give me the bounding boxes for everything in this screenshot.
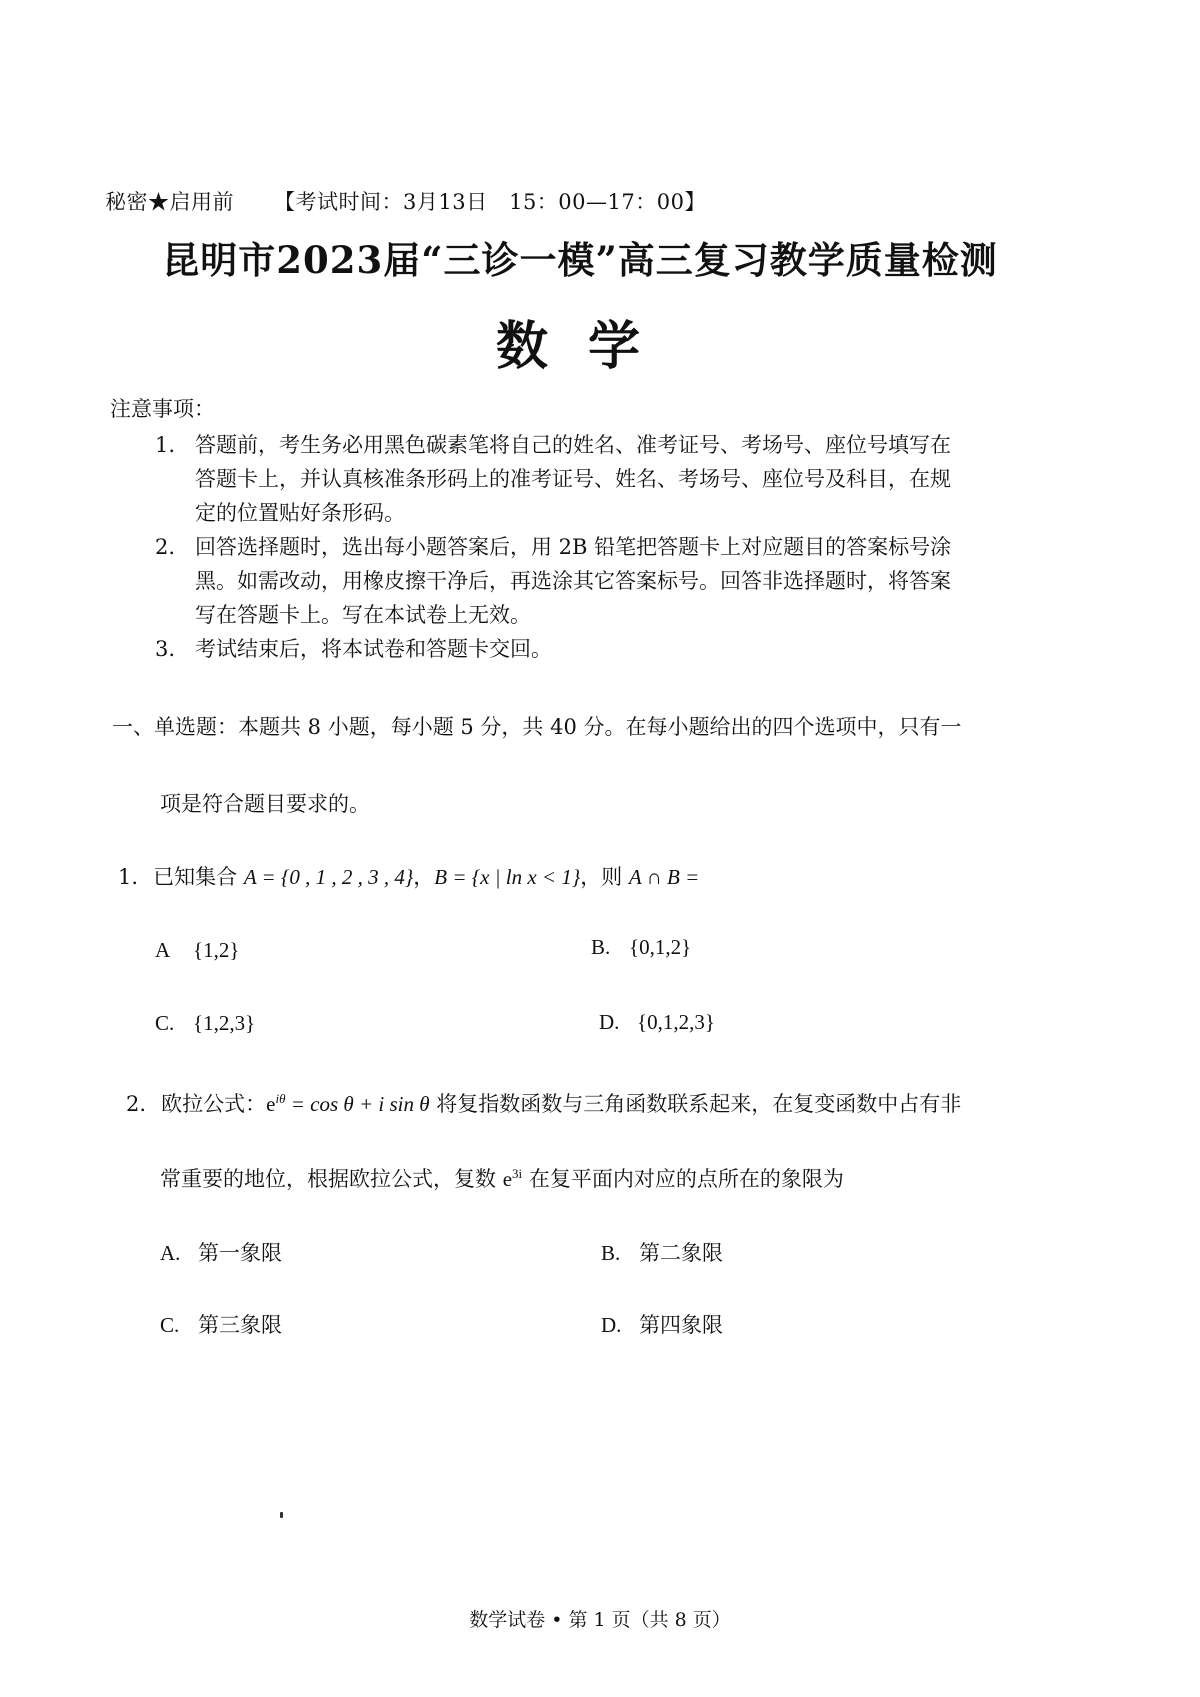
page-footer: 数学试卷 • 第 1 页（共 8 页） xyxy=(469,1609,731,1631)
option-label: A. xyxy=(160,1241,181,1265)
option-value: 第三象限 xyxy=(198,1313,282,1337)
option-value: 第四象限 xyxy=(639,1313,723,1337)
option-label: C. xyxy=(160,1313,180,1337)
formula-base: e xyxy=(502,1167,513,1191)
option-value: {1,2,3} xyxy=(193,1011,256,1035)
option-label: D. xyxy=(601,1313,622,1337)
notice-number: 3. xyxy=(155,637,176,661)
option-c[interactable] xyxy=(160,1309,282,1339)
option-value: 第二象限 xyxy=(639,1241,723,1265)
section-heading-continued: 项是符合题目要求的。 xyxy=(160,792,370,816)
subject-title: 数学 xyxy=(495,316,680,377)
notice-heading: 注意事项： xyxy=(110,397,215,421)
question-text: 欧拉公式： xyxy=(161,1092,267,1116)
formula-exponent: iθ xyxy=(275,1091,286,1106)
option-d[interactable] xyxy=(601,1309,723,1339)
scan-speck xyxy=(280,1512,283,1518)
notice-item xyxy=(155,632,552,666)
option-value: {0,1,2} xyxy=(629,935,692,959)
option-value: {1,2} xyxy=(193,938,240,962)
exam-header xyxy=(105,186,706,216)
notice-line: 答题前，考生务必用黑色碳素笔将自己的姓名、准考证号、考场号、座位号填写在 xyxy=(195,433,951,457)
option-b[interactable] xyxy=(591,935,691,960)
notice-line: 考试结束后，将本试卷和答题卡交回。 xyxy=(195,637,552,661)
question-text: ，则 xyxy=(580,865,629,889)
section-heading: 一、单选题：本题共 8 小题，每小题 5 分，共 40 分。在每小题给出的四个选项中，只有一 xyxy=(112,715,962,739)
question-text: 常重要的地位，根据欧拉公式，复数 xyxy=(160,1167,503,1191)
option-label: B. xyxy=(591,935,611,959)
option-b[interactable] xyxy=(601,1237,723,1267)
notice-line: 答题卡上，并认真核准条形码上的准考证号、姓名、考场号、座位号及科目，在规 xyxy=(195,467,951,491)
notice-item xyxy=(155,530,951,632)
question-formula: A = {0 , 1 , 2 , 3 , 4} xyxy=(243,865,414,889)
question-text: 将复指数函数与三角函数联系起来，在复变函数中占有非 xyxy=(429,1092,962,1116)
question-formula xyxy=(266,1092,429,1116)
option-d[interactable] xyxy=(599,1010,715,1035)
formula-exponent: 3i xyxy=(512,1166,523,1181)
notice-number: 2. xyxy=(155,535,176,559)
notice-line: 回答选择题时，选出每小题答案后，用 2B 铅笔把答题卡上对应题目的答案标号涂 xyxy=(195,535,952,559)
notice-line: 定的位置贴好条形码。 xyxy=(195,501,405,525)
option-a[interactable] xyxy=(160,1237,282,1267)
question-2-line-2 xyxy=(160,1163,844,1193)
question-number: 2. xyxy=(126,1092,147,1116)
notice-line: 写在答题卡上。写在本试卷上无效。 xyxy=(195,603,531,627)
question-text: 在复平面内对应的点所在的象限为 xyxy=(522,1167,844,1191)
question-formula: B = {x | ln x < 1} xyxy=(434,865,581,889)
formula-rest: = cos θ + i sin θ xyxy=(285,1092,430,1116)
question-2 xyxy=(126,1088,961,1118)
option-c[interactable] xyxy=(155,1011,255,1036)
question-formula xyxy=(503,1167,522,1191)
question-text: ， xyxy=(413,865,435,889)
exam-title: 昆明市2023届“三诊一模”高三复习教学质量检测 xyxy=(162,238,998,282)
option-value: 第一象限 xyxy=(198,1241,282,1265)
option-label: B. xyxy=(601,1241,621,1265)
option-value: {0,1,2,3} xyxy=(637,1010,715,1034)
question-text: 已知集合 xyxy=(153,865,244,889)
question-1 xyxy=(118,861,699,891)
notice-line: 黑。如需改动，用橡皮擦干净后，再选涂其它答案标号。回答非选择题时，将答案 xyxy=(195,569,951,593)
option-a[interactable] xyxy=(155,938,239,963)
formula-base: e xyxy=(266,1092,276,1116)
question-formula: A ∩ B = xyxy=(628,865,700,889)
option-label: D. xyxy=(599,1010,620,1034)
notice-number: 1. xyxy=(155,433,176,457)
option-label: C. xyxy=(155,1011,175,1035)
option-label: A xyxy=(155,938,171,962)
secret-mark: 秘密★启用前 xyxy=(105,190,234,214)
notice-item xyxy=(155,428,951,530)
question-number: 1. xyxy=(118,865,139,889)
exam-time: 【考试时间：3月13日 15：00—17：00】 xyxy=(274,190,706,214)
